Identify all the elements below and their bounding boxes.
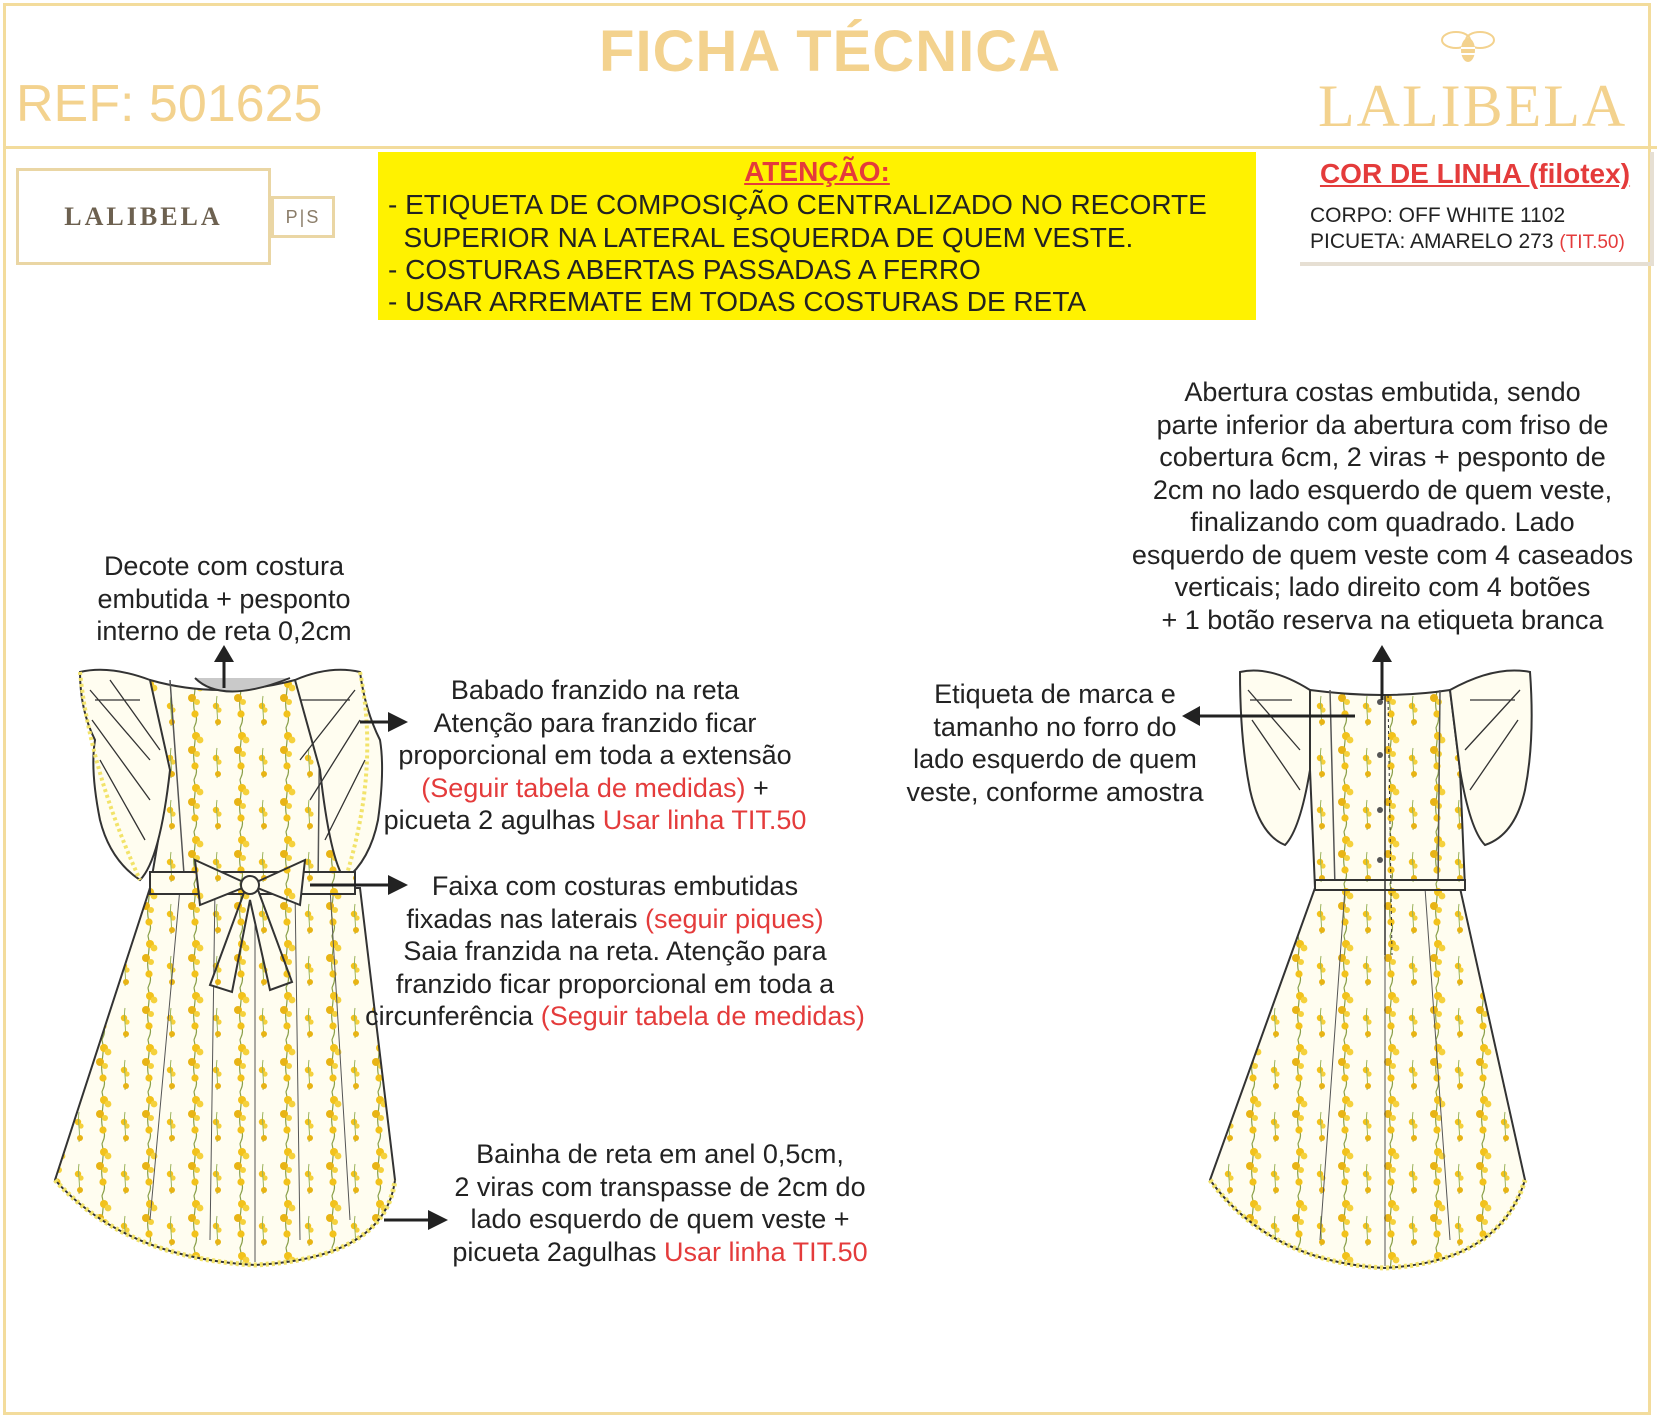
note-line — [360, 772, 830, 805]
note-line: lado esquerdo de quem — [913, 744, 1197, 774]
reference-code: REF: 501625 — [16, 75, 323, 133]
note-line: tamanho no forro do — [933, 711, 1177, 742]
note-line: Bainha de reta em anel 0,5cm, — [476, 1139, 844, 1169]
hem-note — [430, 1138, 890, 1268]
ruffle-note — [360, 674, 830, 837]
attention-line: - ETIQUETA DE COMPOSIÇÃO CENTRALIZADO NO RECORTE — [388, 189, 1207, 220]
back-opening-note — [1110, 376, 1655, 636]
note-line: interno de reta 0,2cm — [96, 616, 352, 646]
note-line — [360, 804, 830, 837]
note-text: picueta 2 agulhas — [383, 805, 603, 835]
note-line: lado esquerdo de quem veste + — [470, 1204, 850, 1234]
note-line: veste, conforme amostra — [906, 776, 1204, 807]
sash-note — [340, 870, 890, 1033]
thread-color-title: COR DE LINHA (filotex) — [1319, 158, 1631, 189]
note-red-text: (seguir piques) — [645, 903, 824, 934]
note-text: fixadas nas laterais — [406, 903, 646, 934]
attention-line: - COSTURAS ABERTAS PASSADAS A FERRO — [388, 254, 981, 285]
note-line: proporcional em toda a extensão — [398, 740, 792, 770]
note-line: franzido ficar proporcional em toda a — [395, 968, 835, 999]
note-line: Abertura costas embutida, sendo — [1184, 377, 1581, 407]
note-line — [340, 903, 890, 936]
picueta-color-text: PICUETA: AMARELO 273 — [1310, 230, 1554, 253]
attention-line: SUPERIOR NA LATERAL ESQUERDA DE QUEM VESTE. — [388, 222, 1134, 253]
note-line: finalizando com quadrado. Lado — [1190, 507, 1575, 537]
note-line: Babado franzido na reta — [450, 675, 740, 705]
note-line: Saia franzida na reta. Atenção para — [403, 936, 827, 966]
note-line: verticais; lado direito com 4 botões — [1174, 572, 1591, 602]
note-text: circunferência — [365, 1001, 541, 1031]
note-line: Atenção para franzido ficar — [433, 707, 757, 738]
picueta-note: (TIT.50) — [1559, 232, 1625, 253]
note-red-text: Usar linha TIT.50 — [664, 1236, 868, 1267]
back-dress — [1210, 670, 1532, 1268]
brand-label-tag: LALIBELA — [16, 168, 271, 265]
attention-title: ATENÇÃO: — [744, 156, 890, 187]
page-title: FICHA TÉCNICA — [599, 19, 1061, 84]
note-line: parte inferior da abertura com friso de — [1156, 409, 1609, 440]
brand-logo: LALIBELA — [1318, 73, 1628, 139]
note-line: embutida + pesponto — [97, 583, 351, 614]
note-line: esquerdo de quem veste com 4 caseados — [1131, 539, 1634, 570]
note-red-text: (Seguir tabela de medidas) — [421, 772, 746, 803]
note-line: Etiqueta de marca e — [934, 679, 1176, 709]
attention-line: - USAR ARREMATE EM TODAS COSTURAS DE RETA — [388, 286, 1087, 317]
note-text: + — [745, 772, 769, 803]
thread-body-color: CORPO: OFF WHITE 1102 — [1310, 204, 1566, 227]
note-line: + 1 botão reserva na etiqueta branca — [1161, 604, 1604, 635]
size-label-tag: P|S — [271, 196, 335, 238]
neckline-note — [84, 550, 364, 648]
note-text: picueta 2agulhas — [452, 1236, 665, 1267]
note-line — [430, 1236, 890, 1269]
note-red-text: (Seguir tabela de medidas) — [540, 1001, 865, 1031]
brand-label-note — [890, 678, 1220, 808]
note-line: cobertura 6cm, 2 viras + pesponto de — [1159, 442, 1606, 472]
note-line: 2 viras com transpasse de 2cm do — [454, 1171, 866, 1202]
note-line — [340, 1000, 890, 1033]
note-line: 2cm no lado esquerdo de quem veste, — [1152, 474, 1613, 505]
note-red-text: Usar linha TIT.50 — [602, 805, 807, 835]
note-line: Decote com costura — [103, 551, 345, 581]
note-line: Faixa com costuras embutidas — [431, 871, 799, 901]
